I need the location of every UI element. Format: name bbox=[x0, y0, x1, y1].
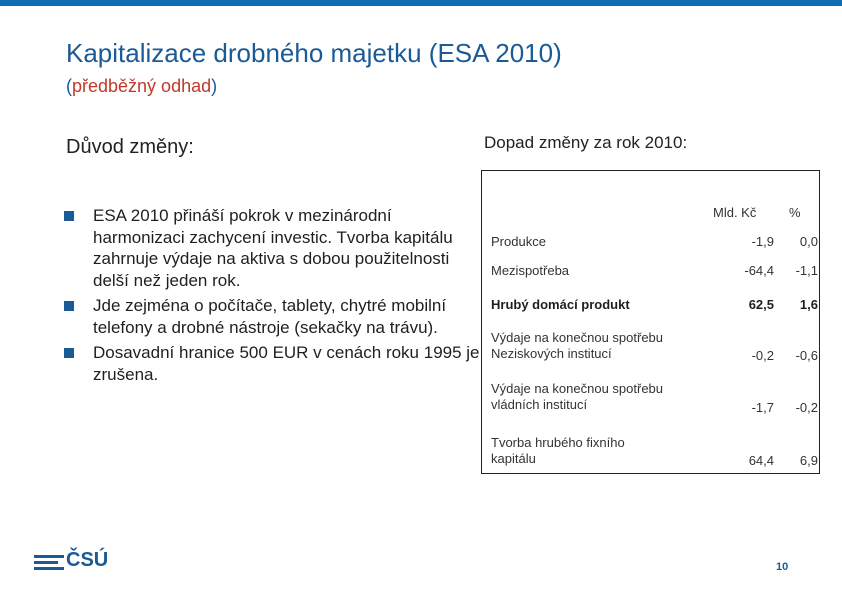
bullet-text: Jde zejména o počítače, tablety, chytré mobilní telefony a drobné nástroje (sekačky na trávu). bbox=[93, 296, 447, 337]
row-pct-tvorba: 6,9 bbox=[799, 453, 818, 468]
square-bullet-icon bbox=[64, 211, 74, 221]
bullet-item bbox=[64, 205, 484, 291]
row-value-mezispotreba: -64,4 bbox=[744, 263, 774, 278]
row-label-produkce: Produkce bbox=[491, 234, 546, 249]
logo-text: ČSÚ bbox=[66, 549, 109, 571]
square-bullet-icon bbox=[64, 301, 74, 311]
bullet-item bbox=[64, 295, 484, 338]
subtitle-text: předběžný odhad bbox=[72, 76, 212, 96]
logo-stripes-icon bbox=[34, 555, 64, 573]
row-pct-mezispotreba: -1,1 bbox=[795, 263, 818, 278]
bullet-item bbox=[64, 342, 484, 385]
bullet-text: ESA 2010 přináší pokrok v mezinárodní harmonizaci zachycení investic. Tvorba kapitálu zahrnuje výdaje na aktiva s dobou použitelnosti delší než jeden rok. bbox=[93, 206, 453, 290]
row-pct-vydaje-vlada: -0,2 bbox=[795, 400, 818, 415]
subtitle-open-paren: ( bbox=[66, 76, 72, 96]
row-pct-produkce: 0,0 bbox=[799, 234, 818, 249]
row-value-tvorba: 64,4 bbox=[748, 453, 774, 468]
slide-title: Kapitalizace drobného majetku (ESA 2010) bbox=[66, 38, 562, 68]
header-percent: % bbox=[789, 205, 801, 220]
row-value-vydaje-vlada: -1,7 bbox=[751, 400, 774, 415]
slide-subtitle bbox=[66, 76, 217, 97]
page-number: 10 bbox=[776, 561, 789, 573]
top-accent-bar bbox=[0, 0, 842, 6]
impact-table bbox=[481, 170, 820, 474]
reason-heading: Důvod změny: bbox=[66, 136, 194, 158]
row-value-hdp: 62,5 bbox=[748, 297, 774, 312]
square-bullet-icon bbox=[64, 348, 74, 358]
header-mld-kc: Mld. Kč bbox=[713, 205, 757, 220]
row-label-hdp: Hrubý domácí produkt bbox=[491, 297, 630, 312]
row-label-tvorba: Tvorba hrubého fixního kapitálu bbox=[491, 435, 625, 466]
reason-bullet-list bbox=[64, 205, 484, 389]
row-value-produkce: -1,9 bbox=[751, 234, 774, 249]
row-value-vydaje-nezisk: -0,2 bbox=[751, 348, 774, 363]
row-label-vydaje-nezisk: Výdaje na konečnou spotřebu Neziskových institucí bbox=[491, 330, 664, 361]
row-label-mezispotreba: Mezispotřeba bbox=[491, 263, 570, 278]
row-pct-hdp: 1,6 bbox=[799, 297, 818, 312]
row-label-vydaje-vlada: Výdaje na konečnou spotřebu vládních institucí bbox=[491, 381, 664, 412]
bullet-text: Dosavadní hranice 500 EUR v cenách roku 1995 je zrušena. bbox=[93, 343, 480, 384]
row-pct-vydaje-nezisk: -0,6 bbox=[795, 348, 818, 363]
impact-heading: Dopad změny za rok 2010: bbox=[484, 133, 688, 152]
subtitle-close-paren: ) bbox=[211, 76, 218, 96]
